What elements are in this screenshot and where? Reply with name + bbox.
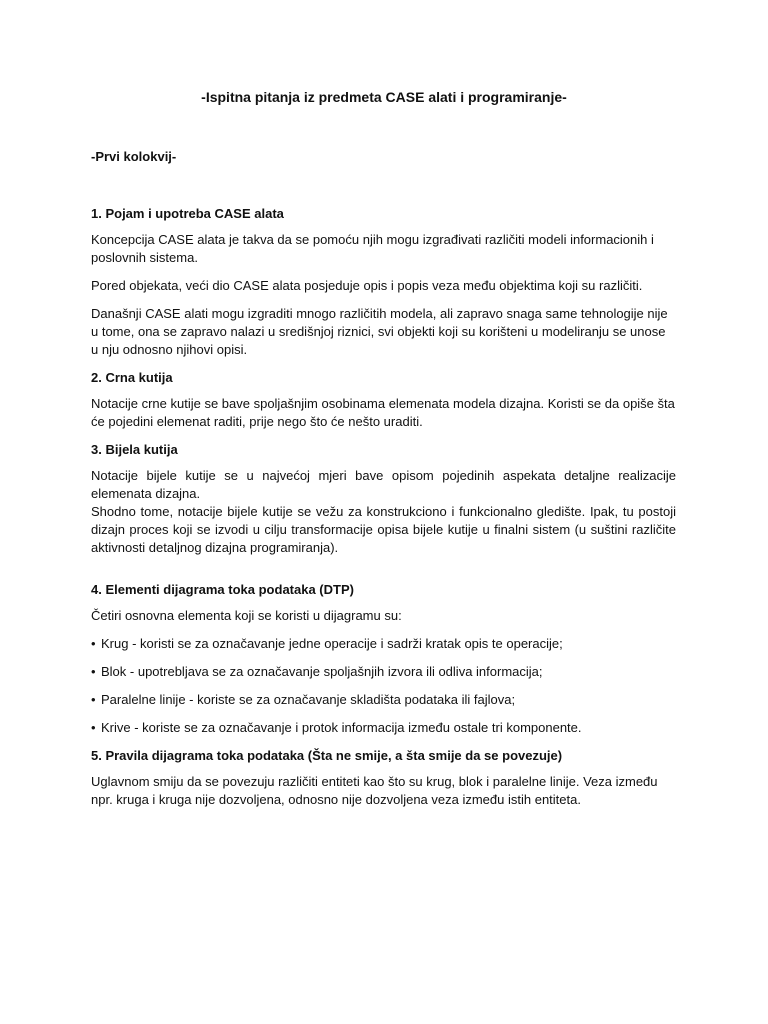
section-1-heading: 1. Pojam i upotreba CASE alata [91, 206, 284, 221]
section-4-heading: 4. Elementi dijagrama toka podataka (DTP) [91, 582, 354, 597]
bullet-icon: • [91, 692, 96, 707]
section-1-paragraph: Pored objekata, veći dio CASE alata posjeduje opis i popis veza među objektima koji su različiti. [91, 278, 643, 293]
document-content [91, 205, 676, 819]
list-item: • Krive - koriste se za označavanje i protok informacija između ostale tri komponente. [91, 720, 582, 735]
list-item: • Krug - koristi se za označavanje jedne operacije i sadrži kratak opis te operacije; [91, 636, 563, 651]
document-subtitle: -Prvi kolokvij- [91, 149, 177, 164]
section-5-heading: 5. Pravila dijagrama toka podataka (Šta ne smije, a šta smije da se povezuje) [91, 748, 563, 763]
section-3-paragraph: Notacije bijele kutije se u najvećoj mjeri bave opisom pojedinih aspekata detaljne realizacije elemenata dizajna. [91, 468, 676, 501]
bullet-icon: • [91, 664, 96, 679]
list-item: • Paralelne linije - koriste se za označavanje skladišta podataka ili fajlova; [91, 692, 516, 707]
section-3-heading: 3. Bijela kutija [91, 442, 178, 457]
bullet-icon: • [91, 636, 96, 651]
document-title: -Ispitna pitanja iz predmeta CASE alati i programiranje- [201, 89, 567, 105]
spacer [91, 567, 676, 581]
list-item: • Blok - upotrebljava se za označavanje spoljašnjih izvora ili odliva informacija; [91, 664, 543, 679]
section-4-intro: Četiri osnovna elementa koji se koristi u dijagramu su: [91, 608, 402, 623]
section-1-paragraph: Koncepcija CASE alata je takva da se pomoću njih mogu izgrađivati različiti modeli informacionih i poslovnih sistema. [91, 232, 654, 265]
section-5-paragraph: Uglavnom smiju da se povezuju različiti entiteti kao što su krug, blok i paralelne linije. Veza između npr. kruga i kruga nije dozvoljena, odnosno nije dozvoljena veza između istih entiteta. [91, 774, 658, 807]
bullet-icon: • [91, 720, 96, 735]
section-3-paragraph: Shodno tome, notacije bijele kutije se vežu za konstrukciono i funkcionalno gledište. Ipak, tu postoji dizajn proces koji se izvodi u cilju transformacije opisa bijele kutije u finalni sistem (u suštini različite aktivnosti detaljnog dizajna programiranja). [91, 504, 676, 555]
section-2-heading: 2. Crna kutija [91, 370, 173, 385]
section-1-paragraph: Današnji CASE alati mogu izgraditi mnogo različitih modela, ali zapravo snaga same tehnologije nije u tome, ona se zapravo nalazi u središnjoj riznici, svi objekti koji su korišteni u modeliranju se unose u nju odnosno njihovi opisi. [91, 306, 668, 357]
section-2-paragraph: Notacije crne kutije se bave spoljašnjim osobinama elemenata modela dizajna. Koristi se da opiše šta će pojedini elemenat raditi, prije nego što će nešto uraditi. [91, 396, 675, 429]
